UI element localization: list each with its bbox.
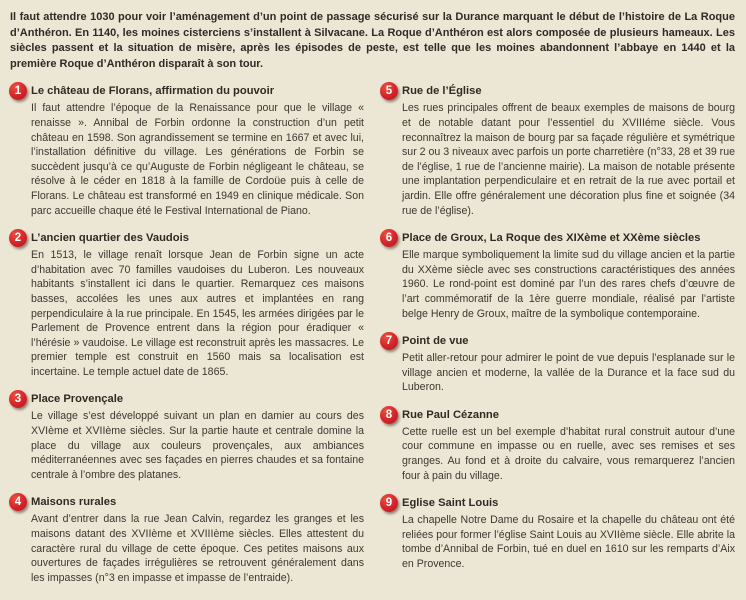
poi-body: Le village s’est développé suivant un plan en damier au cours des XVIème et XVIIème siècles. Sur la partie haute et centrale domine la place du village aux couleurs provençales, aux ambiances méditerranéennes avec ses façades en pierres chaudes et sa fontaine centrale à l’ombre des platanes.	[31, 410, 364, 481]
poi-number: 2	[14, 232, 22, 245]
poi-section-4	[10, 495, 364, 585]
poi-number-badge	[380, 229, 398, 247]
right-column	[381, 84, 735, 585]
poi-number: 6	[385, 232, 393, 245]
poi-body: Elle marque symboliquement la limite sud du village ancien et la partie du XXème siècle avec ses constructions caractéristiques des années 1960. Le rond-point est dominé par l’un des rares chefs d’œuvre de l’art commémoratif de la 1ère guerre mondiale, réalisé par l’artiste belge Henry de Groux, maître de la symbolique contemporaine.	[402, 249, 735, 320]
poi-body: Il faut attendre l’époque de la Renaissance pour que le village « renaisse ». Annibal de Forbin ordonne la construction d’un petit château en 1598. Son agrandissement se termine en 1667 et avec lui, l’installation définitive du village. Les générations de Forbin se succèdent jusqu’à ce qu’Auguste de Forbin négligeant le château, se résolve à le céder en 1818 à la famille de Cordoüe puis à celle de Florans. Le château est transformé en 1949 en clinique médicale. Son parc accueille chaque été le Festival International de Piano.	[31, 102, 364, 217]
poi-section-3	[10, 392, 364, 482]
poi-number: 5	[385, 85, 393, 98]
poi-section-5	[381, 84, 735, 218]
poi-number-badge	[380, 82, 398, 100]
poi-number: 9	[385, 497, 393, 510]
poi-number-badge	[9, 229, 27, 247]
poi-number-badge	[380, 406, 398, 424]
poi-title: Place Provençale	[31, 393, 124, 406]
poi-number-badge	[380, 494, 398, 512]
poi-number: 8	[385, 408, 393, 421]
poi-number: 7	[385, 335, 393, 348]
poi-section-1	[10, 84, 364, 218]
poi-number: 1	[14, 85, 22, 98]
poi-body: Avant d’entrer dans la rue Jean Calvin, regardez les granges et les maisons datant des XVIIème et XVIIIème siècles. Elles attestent du caractère rural du village de cette époque. Ces petites maisons aux ouvertures de façades irrégulières se retrouvent généralement dans les impasses (n°3 en impasse et impasse de l’entraide).	[31, 513, 364, 584]
poi-section-6	[381, 231, 735, 321]
poi-title: Eglise Saint Louis	[402, 497, 499, 510]
poi-number: 3	[14, 393, 22, 406]
poi-body: Petit aller-retour pour admirer le point de vue depuis l’esplanade sur le village ancien et moderne, la vallée de la Durance et la face sud du Luberon.	[402, 352, 735, 394]
left-column	[10, 84, 364, 585]
poi-body: Cette ruelle est un bel exemple d’habitat rural construit autour d’une cour commune en impasse ou en ruelle, avec ses remises et ses granges. Au fond et à droite du calvaire, vous remarquerez l’ancien four à pain du village.	[402, 425, 735, 482]
poi-title: Place de Groux, La Roque des XIXème et XXème siècles	[402, 232, 701, 245]
poi-title: Point de vue	[402, 335, 469, 348]
two-column-layout	[10, 84, 735, 585]
poi-section-7	[381, 334, 735, 395]
poi-number-badge	[9, 493, 27, 511]
poi-title: Rue Paul Cézanne	[402, 408, 499, 421]
poi-section-8	[381, 408, 735, 483]
poi-title: L’ancien quartier des Vaudois	[31, 232, 189, 245]
poi-number: 4	[14, 496, 22, 509]
poi-title: Rue de l’Église	[402, 85, 482, 98]
poi-title: Maisons rurales	[31, 496, 117, 509]
poi-section-9	[381, 496, 735, 571]
poi-number-badge	[9, 390, 27, 408]
poi-number-badge	[380, 332, 398, 350]
poi-body: En 1513, le village renaît lorsque Jean de Forbin signe un acte d’habitation avec 70 familles vaudoises du Luberon. Les nouveaux habitants s’installent ici dans le quartier. Remarquez ces maisons basses, accolées les unes aux autres et implantées en rang perpendiculaire à la rue principale. En 1545, les armées dirigées par le Parlement de Provence entrent dans la région pour éradiquer « l’hérésie » vaudoise. Le village est reconstruit après les massacres. Le premier temple est construit en 1560 mais sa localisation est incertaine. Le temple actuel date de 1865.	[31, 249, 364, 378]
poi-title: Le château de Florans, affirmation du pouvoir	[31, 85, 275, 98]
poi-body: Les rues principales offrent de beaux exemples de maisons de bourg et de notable datant pour l’essentiel du XVIIIéme siècle. Vous reconnaîtrez la maison de bourg par sa façade régulière et symétrique sur 2 ou 3 niveaux avec parfois un porte charretière (n°33, 28 et 39 rue de l’église, 1 rue de l’ancienne mairie). La maison de notable présente une implantation perpendiculaire et en retrait de la rue avec portail et jardin. Elle offre généralement une décoration plus fine et soignée (34 rue de l’église).	[402, 102, 735, 217]
poi-body: La chapelle Notre Dame du Rosaire et la chapelle du château ont été reliées pour former l’église Saint Louis au XVIIème siècle. Elle abrite la tombe d’Annibal de Forbin, tué en duel en 1610 sur les remparts d’Aix en Provence.	[402, 514, 735, 571]
poi-number-badge	[9, 82, 27, 100]
poi-section-2	[10, 231, 364, 379]
intro-paragraph: Il faut attendre 1030 pour voir l’aménagement d’un point de passage sécurisé sur la Durance marquant le début de l’histoire de La Roque d’Anthéron. En 1140, les moines cisterciens s’installent à Silvacane. La Roque d’Anthéron est alors composée de plusieurs hameaux. Les siècles passent et la situation de misère, après les épisodes de peste, est telle que les moines abandonnent l’abbaye en 1440 et la première Roque d’Anthéron disparaît à son tour.	[10, 11, 735, 70]
